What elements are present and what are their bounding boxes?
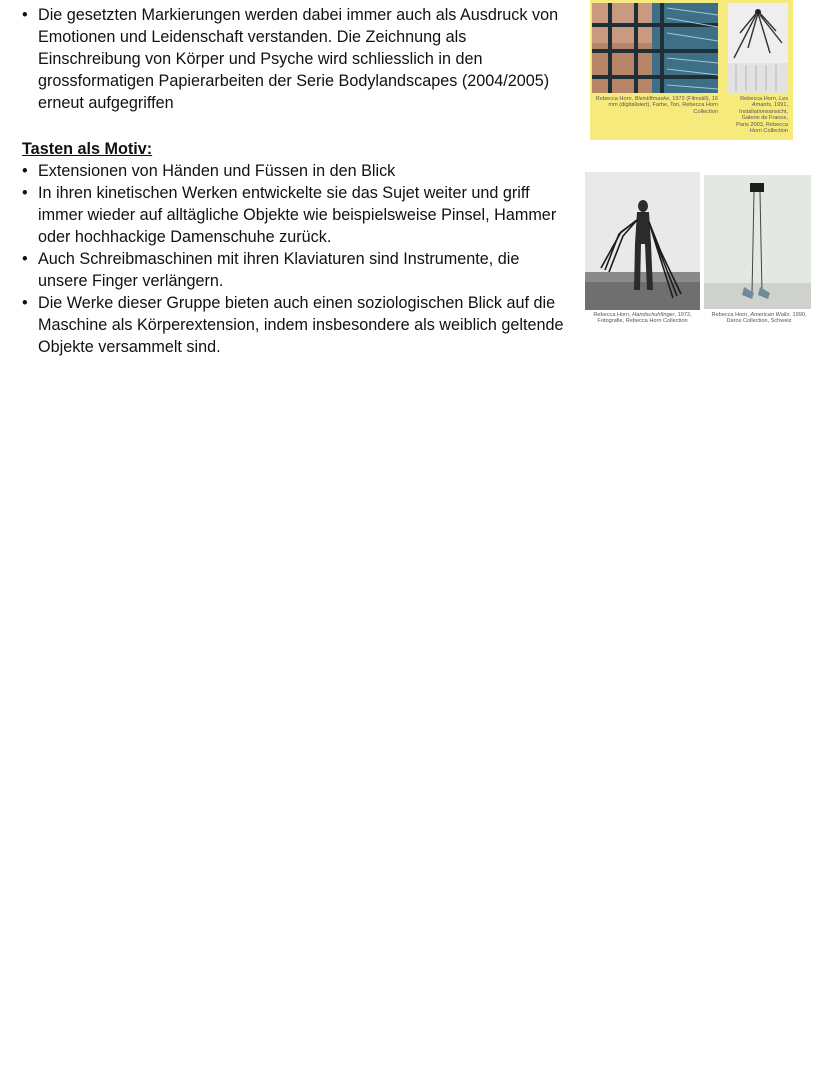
caption-artist: Rebecca Horn, <box>593 312 633 318</box>
section-heading: Tasten als Motiv: <box>22 140 153 158</box>
intro-bullet-list <box>22 4 567 114</box>
list-item <box>22 160 567 182</box>
les-amants-illustration <box>728 3 788 93</box>
handschuhfinger-illustration <box>585 172 700 310</box>
list-item <box>22 248 567 292</box>
caption-artist: Rebecca Horn, <box>740 96 779 102</box>
bleistiftmaske-illustration <box>592 3 718 93</box>
bullet-text: Auch Schreibmaschinen mit ihren Klaviaturen sind Instrumente, die unsere Finger verlängern. <box>38 250 520 290</box>
caption-handschuhfinger <box>585 312 700 325</box>
caption-details: , 1990, Daros Collection, Schweiz <box>726 312 807 325</box>
bullet-glyph: • <box>22 184 28 202</box>
bleistiftmaske-image <box>592 3 718 93</box>
bullet-text: Die gesetzten Markierungen werden dabei immer auch als Ausdruck von Emotionen und Leidenschaft verstanden. Die Zeichnung als Einschreibung von Körper und Psyche wird schliesslich in den grossformatigen Papierarbeiten der Serie Bodylandscapes (2004/2005) erneut aufgegriffen <box>38 6 559 112</box>
caption-title: Bleistiftmaske <box>634 96 670 102</box>
caption-details: , 1972 (Filmstill), 16 mm (digitalisiert), Farbe, Ton, Rebecca Horn Collection <box>608 96 718 115</box>
bullet-glyph: • <box>22 250 28 268</box>
text-column <box>22 4 567 358</box>
section-bullet-list <box>22 160 567 358</box>
caption-les-amants <box>728 96 788 134</box>
caption-details: , 1972, Fotografie, Rebecca Horn Collection <box>597 312 692 325</box>
caption-title: Handschuhfinger <box>632 312 675 318</box>
caption-artist: Rebecca Horn, <box>711 312 751 318</box>
caption-title: American Waltz <box>750 312 790 318</box>
handschuhfinger-image <box>585 172 700 310</box>
list-item <box>22 182 567 248</box>
list-item <box>22 292 567 358</box>
bullet-glyph: • <box>22 162 28 180</box>
caption-title: Les Amants <box>751 96 788 109</box>
bullet-text: Extensionen von Händen und Füssen in den Blick <box>38 162 396 180</box>
list-item <box>22 4 567 114</box>
caption-american-waltz <box>704 312 814 325</box>
bullet-glyph: • <box>22 6 28 24</box>
caption-bleistiftmaske <box>592 96 718 115</box>
figure-panel-top <box>590 0 793 140</box>
caption-artist: Rebecca Horn, <box>595 96 635 102</box>
caption-details: , 1991, Installationsansicht, Galerie de France, Paris 2003, Rebecca Horn Collection <box>736 102 788 135</box>
bullet-text: Die Werke dieser Gruppe bieten auch einen soziologischen Blick auf die Maschine als Körperextension, indem insbesondere als weiblich geltende Objekte versammelt sind. <box>38 294 564 356</box>
bullet-text: In ihren kinetischen Werken entwickelte sie das Sujet weiter und griff immer wieder auf alltägliche Objekte wie beispielsweise Pinsel, Hammer oder hochhackige Damenschuhe zurück. <box>38 184 557 246</box>
les-amants-image <box>728 3 788 93</box>
bullet-glyph: • <box>22 294 28 312</box>
american-waltz-image <box>704 175 811 309</box>
american-waltz-illustration <box>704 175 811 309</box>
